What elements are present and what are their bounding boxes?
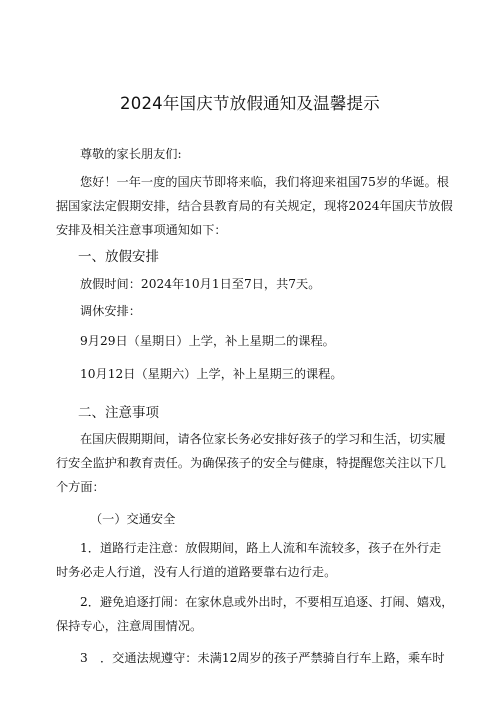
adjust-item-2: 10月12日（星期六）上学，补上星期三的课程。 bbox=[80, 367, 343, 381]
section2-line: 在国庆假期期间，请各位家长务必安排好孩子的学习和生活，切实履 bbox=[80, 432, 446, 446]
intro-line: 据国家法定假期安排，结合县教育局的有关规定，现将2024年国庆节放假 bbox=[56, 199, 453, 213]
greeting: 尊敬的家长朋友们: bbox=[80, 147, 182, 161]
item-line: 时务必走人行道，没有人行道的道路要靠右边行走。 bbox=[56, 565, 337, 579]
intro-paragraph bbox=[56, 170, 456, 242]
item-line: 1．道路行走注意：放假期间，路上人流和车流较多，孩子在外行走 bbox=[80, 541, 442, 555]
section2-heading: 二、注意事项 bbox=[78, 405, 159, 421]
adjust-label: 调休安排： bbox=[80, 304, 141, 318]
sub1-item-2 bbox=[56, 590, 456, 638]
sub1-heading: （一）交通安全 bbox=[90, 512, 176, 526]
item-line: 2．避免追逐打闹：在家休息或外出时，不要相互追逐、打闹、嬉戏， bbox=[80, 595, 454, 609]
adjust-item-1: 9月29日（星期日）上学，补上星期二的课程。 bbox=[80, 334, 335, 348]
sub1-item-1 bbox=[56, 536, 456, 584]
holiday-time: 放假时间：2024年10月1日至7日，共7天。 bbox=[80, 277, 321, 291]
sub1-item-3 bbox=[56, 646, 456, 670]
item-line: 3 ．交通法规遵守：未满12周岁的孩子严禁骑自行车上路，乘车时 bbox=[80, 651, 445, 665]
section2-line: 行安全监护和教育责任。为确保孩子的安全与健康，特提醒您关注以下几 bbox=[56, 456, 446, 470]
intro-line: 您好！一年一度的国庆节即将来临，我们将迎来祖国75岁的华诞。根 bbox=[80, 175, 449, 189]
item-line: 保持专心，注意周围情况。 bbox=[56, 619, 203, 633]
section2-line: 个方面： bbox=[56, 480, 105, 494]
intro-line: 安排及相关注意事项通知如下： bbox=[56, 223, 227, 237]
section2-intro bbox=[56, 427, 456, 499]
section1-heading: 一、放假安排 bbox=[78, 249, 159, 265]
page-title: 2024年国庆节放假通知及温馨提示 bbox=[120, 94, 380, 113]
